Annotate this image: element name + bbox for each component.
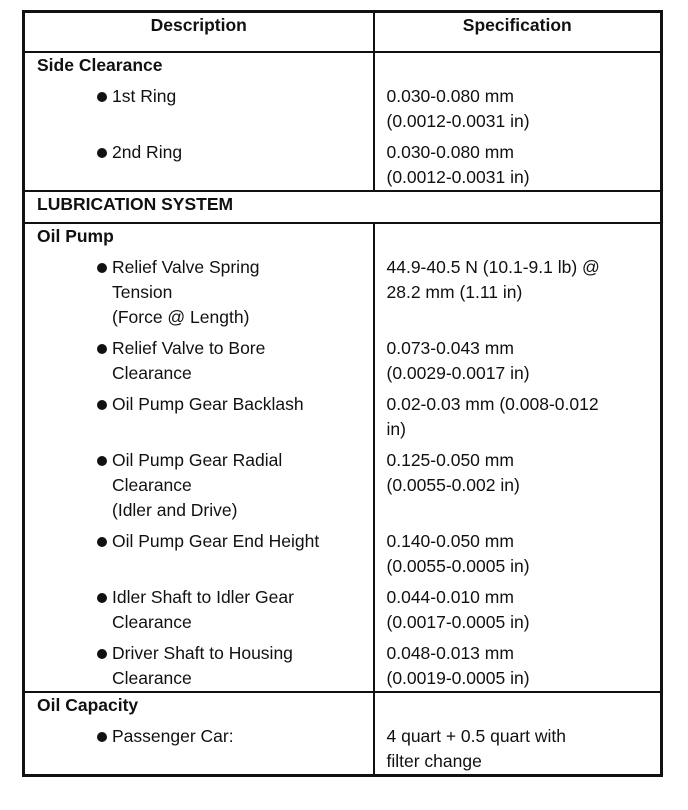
bullet-icon bbox=[93, 140, 112, 165]
oil-capacity-title: Oil Capacity bbox=[24, 692, 374, 718]
item-label: Relief Valve Spring Tension (Force @ Length) bbox=[112, 257, 260, 327]
item-label: Oil Pump Gear Radial Clearance (Idler and Drive) bbox=[112, 450, 283, 520]
side-clearance-heading-row bbox=[24, 52, 662, 78]
table-row bbox=[24, 386, 662, 442]
item-spec: 0.125-0.050 mm (0.0055-0.002 in) bbox=[374, 442, 662, 523]
bullet-icon bbox=[93, 585, 112, 635]
item-spec: 0.02-0.03 mm (0.008-0.012 in) bbox=[374, 386, 662, 442]
bullet-icon bbox=[93, 448, 112, 523]
table-row bbox=[24, 134, 662, 191]
table-row bbox=[24, 249, 662, 330]
item-spec: 0.073-0.043 mm (0.0029-0.0017 in) bbox=[374, 330, 662, 386]
table-row bbox=[24, 330, 662, 386]
item-spec: 0.044-0.010 mm (0.0017-0.0005 in) bbox=[374, 579, 662, 635]
bullet-icon bbox=[93, 724, 112, 749]
item-label: Relief Valve to Bore Clearance bbox=[112, 338, 266, 383]
bullet-icon bbox=[93, 529, 112, 554]
item-label: Oil Pump Gear End Height bbox=[112, 531, 320, 551]
table-row bbox=[24, 579, 662, 635]
oil-pump-heading-row bbox=[24, 223, 662, 249]
item-label: Passenger Car: bbox=[112, 726, 234, 746]
bullet-icon bbox=[93, 392, 112, 417]
item-label: Driver Shaft to Housing Clearance bbox=[112, 643, 293, 688]
oil-pump-title: Oil Pump bbox=[24, 223, 374, 249]
bullet-icon bbox=[93, 84, 112, 109]
item-label: 2nd Ring bbox=[112, 142, 183, 162]
table-row bbox=[24, 718, 662, 776]
item-spec: 4 quart + 0.5 quart with filter change bbox=[374, 718, 662, 776]
lubrication-system-title: LUBRICATION SYSTEM bbox=[24, 191, 662, 223]
table-row bbox=[24, 635, 662, 692]
bullet-icon bbox=[93, 255, 112, 330]
lubrication-system-row bbox=[24, 191, 662, 223]
item-label: Idler Shaft to Idler Gear Clearance bbox=[112, 587, 294, 632]
bullet-icon bbox=[93, 336, 112, 386]
item-spec: 0.030-0.080 mm (0.0012-0.0031 in) bbox=[374, 78, 662, 134]
table-row bbox=[24, 442, 662, 523]
specification-header: Specification bbox=[374, 12, 662, 53]
table-row bbox=[24, 78, 662, 134]
description-header: Description bbox=[24, 12, 374, 53]
oil-capacity-heading-row bbox=[24, 692, 662, 718]
spec-table bbox=[22, 10, 663, 777]
item-spec: 0.048-0.013 mm (0.0019-0.0005 in) bbox=[374, 635, 662, 692]
item-spec: 44.9-40.5 N (10.1-9.1 lb) @ 28.2 mm (1.11 in) bbox=[374, 249, 662, 330]
header-row bbox=[24, 12, 662, 53]
item-spec: 0.030-0.080 mm (0.0012-0.0031 in) bbox=[374, 134, 662, 191]
item-label: Oil Pump Gear Backlash bbox=[112, 394, 304, 414]
side-clearance-title: Side Clearance bbox=[24, 52, 374, 78]
bullet-icon bbox=[93, 641, 112, 691]
item-label: 1st Ring bbox=[112, 86, 177, 106]
table-row bbox=[24, 523, 662, 579]
item-spec: 0.140-0.050 mm (0.0055-0.0005 in) bbox=[374, 523, 662, 579]
